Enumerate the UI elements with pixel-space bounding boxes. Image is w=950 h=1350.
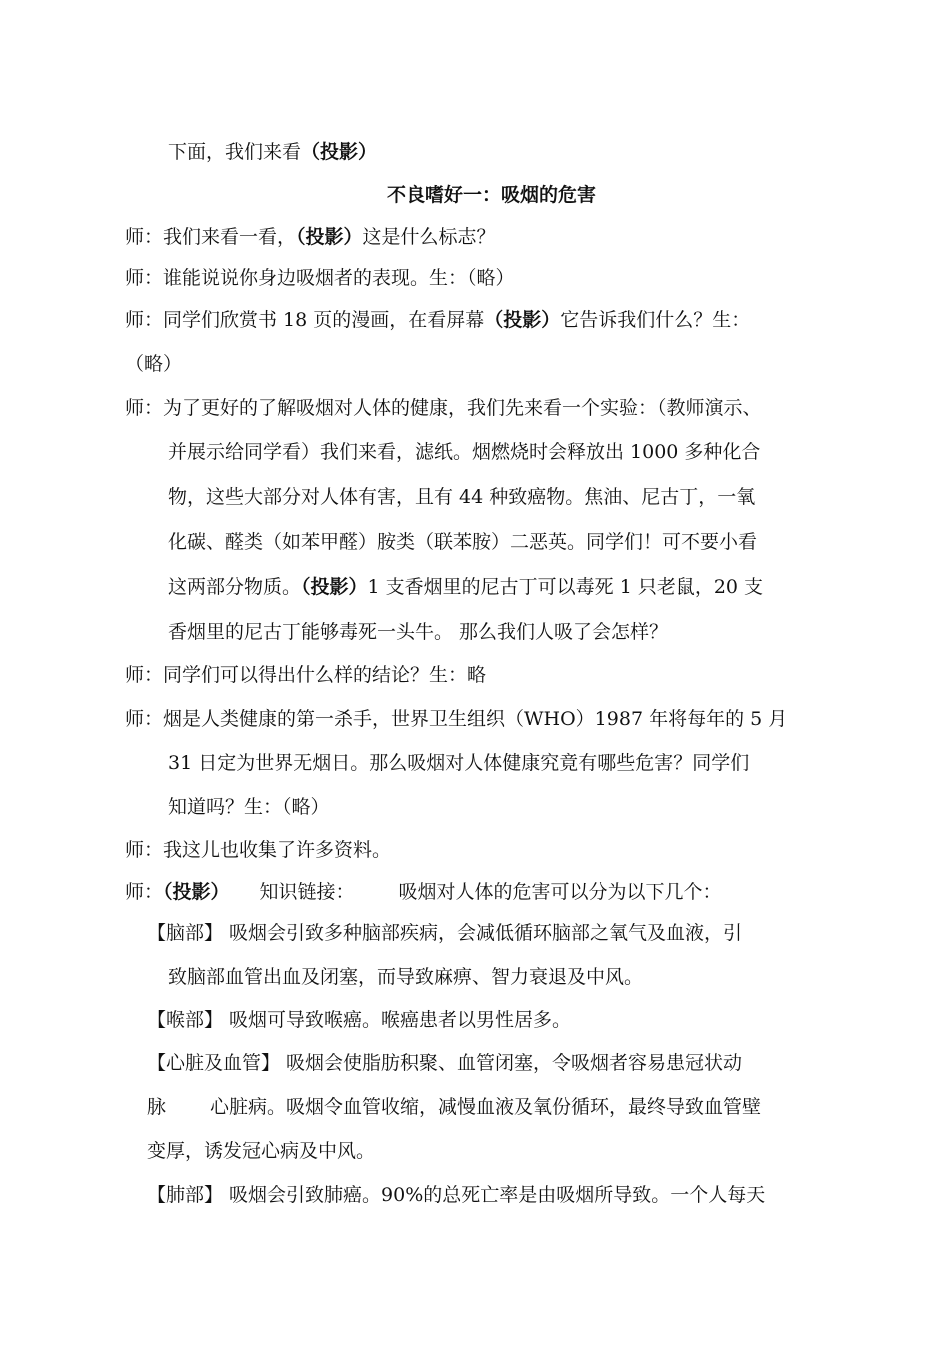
paragraph-2: 师：谁能说说你身边吸烟者的表现。生：（略） <box>125 267 515 289</box>
p8-text-a: 师： <box>125 881 164 903</box>
p4-l5-text-a: 这两部分物质。 <box>168 576 302 598</box>
paragraph-6-line-3: 知道吗？生：（略） <box>168 796 330 818</box>
p3-text-c: 它告诉我们什么？生： <box>560 309 751 331</box>
heart-line-3: 变厚，诱发冠心病及中风。 <box>147 1140 376 1162</box>
projection-label: （投影） <box>301 576 368 598</box>
paragraph-5: 师：同学们可以得出什么样的结论？生：略 <box>125 664 487 686</box>
heart-line-2 <box>147 1095 761 1119</box>
brain-line-2: 致脑部血管出血及闭塞，而导致麻痹、智力衰退及中风。 <box>168 966 644 988</box>
paragraph-3-line-1 <box>125 308 750 332</box>
p8-text-d: 吸烟对人体的危害可以分为以下几个： <box>398 881 722 903</box>
p3-text-a: 师：同学们欣赏书 18 页的漫画，在看屏幕 <box>125 309 485 331</box>
heart-l2-text-a: 脉 <box>147 1096 167 1118</box>
throat-line: 【喉部】 吸烟可导致喉癌。喉癌患者以男性居多。 <box>147 1009 572 1031</box>
intro-line <box>168 140 377 164</box>
knowledge-link-label: 知识链接： <box>259 881 355 903</box>
projection-label: （投影） <box>296 226 363 248</box>
paragraph-4-line-1: 师：为了更好的了解吸烟对人体的健康，我们先来看一个实验：（教师演示、 <box>125 397 762 419</box>
paragraph-4-line-4: 化碳、醛类（如苯甲醛）胺类（联苯胺）二恶英。同学们！可不要小看 <box>168 531 758 553</box>
p1-text-c: 这是什么标志？ <box>362 226 496 248</box>
projection-label: （投影） <box>163 881 230 903</box>
paragraph-3-line-2: （略） <box>125 353 183 375</box>
paragraph-4-line-3: 物，这些大部分对人体有害，且有 44 种致癌物。焦油、尼古丁，一氧 <box>168 486 756 508</box>
brain-line-1: 【脑部】 吸烟会引致多种脑部疾病，会减低循环脑部之氧气及血液，引 <box>147 922 743 944</box>
section-title: 不良嗜好一：吸烟的危害 <box>387 184 597 206</box>
paragraph-4-line-5 <box>168 575 763 599</box>
lung-line: 【肺部】 吸烟会引致肺癌。90%的总死亡率是由吸烟所导致。一个人每天 <box>147 1184 766 1206</box>
paragraph-1 <box>125 225 496 249</box>
paragraph-4-line-6: 香烟里的尼古丁能够毒死一头牛。 那么我们人吸了会怎样？ <box>168 621 669 643</box>
paragraph-4-line-2: 并展示给同学看）我们来看，滤纸。烟燃烧时会释放出 1000 多种化合 <box>168 441 761 463</box>
heart-l2-text-b: 心脏病。吸烟令血管收缩，减慢血液及氧份循环，最终导致血管壁 <box>210 1096 762 1118</box>
projection-label: （投影） <box>484 309 561 331</box>
intro-text: 下面，我们来看 <box>168 141 302 163</box>
projection-label: （投影） <box>301 141 378 163</box>
paragraph-6-line-2: 31 日定为世界无烟日。那么吸烟对人体健康究竟有哪些危害？同学们 <box>168 752 750 774</box>
p4-l5-text-c: 1 支香烟里的尼古丁可以毒死 1 只老鼠，20 支 <box>367 576 764 598</box>
paragraph-8 <box>125 880 722 904</box>
paragraph-6-line-1: 师：烟是人类健康的第一杀手，世界卫生组织（WHO）1987 年将每年的 5 月 <box>125 708 788 730</box>
paragraph-7: 师：我这儿也收集了许多资料。 <box>125 839 392 861</box>
p1-text-a: 师：我们来看一看， <box>125 226 297 248</box>
heart-line-1: 【心脏及血管】 吸烟会使脂肪积聚、血管闭塞，令吸烟者容易患冠状动 <box>147 1052 743 1074</box>
